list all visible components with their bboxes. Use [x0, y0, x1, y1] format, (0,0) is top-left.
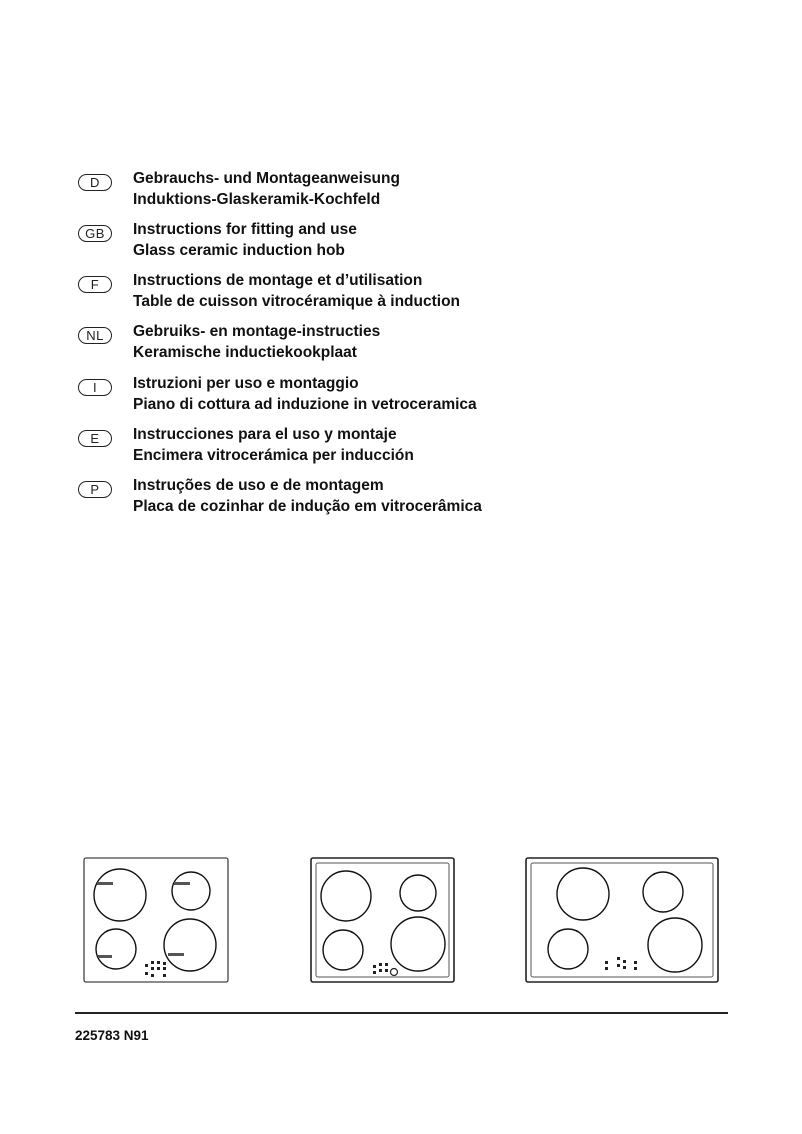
hob-frame — [84, 858, 228, 982]
language-code-badge: E — [78, 430, 112, 447]
language-entry-pt — [78, 475, 758, 521]
language-code-badge: NL — [78, 327, 112, 344]
language-title: Gebrauchs- und Montageanweisung — [133, 170, 400, 187]
language-text — [133, 424, 414, 466]
hob-drawing — [525, 857, 719, 983]
language-title: Instrucciones para el uso y montaje — [133, 426, 397, 443]
zone-marker — [168, 953, 184, 956]
language-subtitle: Glass ceramic induction hob — [133, 242, 345, 259]
language-code-badge: P — [78, 481, 112, 498]
language-code-badge: D — [78, 174, 112, 191]
language-text — [133, 475, 482, 517]
language-subtitle: Placa de cozinhar de indução em vitrocerâmica — [133, 498, 482, 515]
language-subtitle: Table de cuisson vitrocéramique à induction — [133, 293, 461, 310]
language-subtitle: Induktions-Glaskeramik-Kochfeld — [133, 191, 381, 208]
hob-illustration-1 — [83, 857, 229, 983]
hob-frame — [311, 858, 454, 982]
hob-drawing — [310, 857, 455, 983]
language-code-badge: I — [78, 379, 112, 396]
language-code-badge: GB — [78, 225, 112, 242]
language-entry-de — [78, 168, 758, 214]
language-title: Istruzioni per uso e montaggio — [133, 375, 359, 392]
language-entry-nl — [78, 321, 758, 367]
language-text — [133, 168, 400, 210]
language-subtitle: Keramische inductiekookplaat — [133, 344, 357, 361]
language-code-badge: F — [78, 276, 112, 293]
language-title: Instruções de uso e de montagem — [133, 477, 384, 494]
language-title: Instructions de montage et d’utilisation — [133, 272, 423, 289]
language-text — [133, 219, 357, 261]
language-entry-fr — [78, 270, 758, 316]
language-text — [133, 321, 380, 363]
language-subtitle: Encimera vitrocerámica per inducción — [133, 447, 414, 464]
language-text — [133, 373, 477, 415]
hob-illustration-2 — [310, 857, 455, 983]
language-title: Instructions for fitting and use — [133, 221, 357, 238]
language-text — [133, 270, 460, 312]
document-code: 225783 N91 — [75, 1028, 149, 1043]
hob-illustration-3 — [525, 857, 719, 983]
zone-marker — [174, 882, 190, 885]
hob-drawing — [83, 857, 229, 983]
footer-divider — [75, 1012, 728, 1014]
language-entry-gb — [78, 219, 758, 265]
language-entry-it — [78, 373, 758, 419]
language-entry-es — [78, 424, 758, 470]
zone-marker — [97, 882, 113, 885]
zone-marker — [98, 955, 112, 958]
language-subtitle: Piano di cottura ad induzione in vetroceramica — [133, 396, 477, 413]
language-title: Gebruiks- en montage-instructies — [133, 323, 381, 340]
